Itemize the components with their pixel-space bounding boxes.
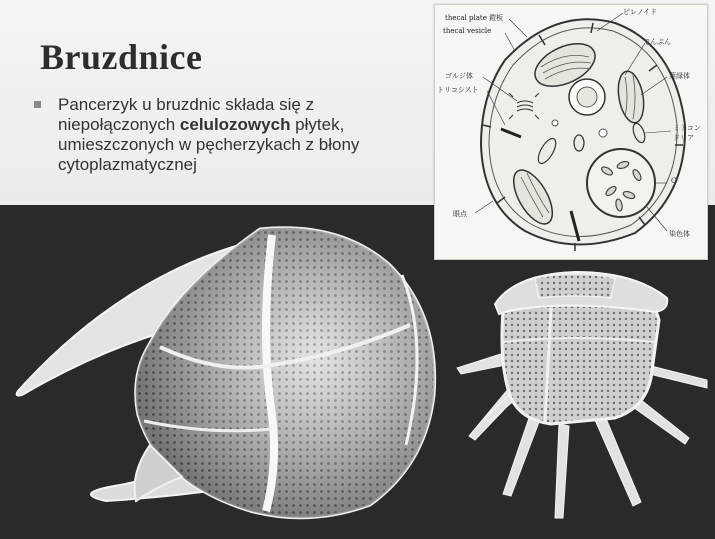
label-thecal-vesicle: thecal vesicle [443, 27, 492, 35]
label-chromosome: 染色体 [669, 230, 690, 238]
label-nucleus: C [671, 177, 677, 185]
slide-title: Bruzdnice [40, 37, 203, 77]
bullet-text-part1: Pancerzyk u bruzdnic składa się z niepołączonych [58, 95, 315, 134]
label-trichocyst: トリコシスト [437, 86, 479, 94]
bullet-square-icon [34, 101, 41, 108]
bullet-text-part2: płytek, umieszczonych w pęcherzykach z błony cytoplazmatycznej [58, 115, 360, 174]
bullet-text-bold: celulozowych [179, 115, 291, 134]
label-golgi: ゴルジ体 [445, 72, 473, 80]
sem-dinoflagellate-right-image [455, 268, 710, 530]
label-starch: でんぷん [643, 38, 671, 46]
label-thecal-plate: thecal plate 鎧板 [445, 14, 504, 22]
bullet-text [58, 95, 429, 175]
label-pyrenoid: ピレノイド [623, 8, 658, 16]
sem-dinoflagellate-left-image [10, 215, 450, 530]
label-chloroplast: 葉緑体 [669, 72, 690, 80]
label-mitochondria: ミトコンドリア [673, 124, 701, 142]
bullet-item [34, 95, 429, 175]
label-eyespot: 眼点 [453, 210, 467, 218]
cell-diagram [434, 4, 708, 260]
